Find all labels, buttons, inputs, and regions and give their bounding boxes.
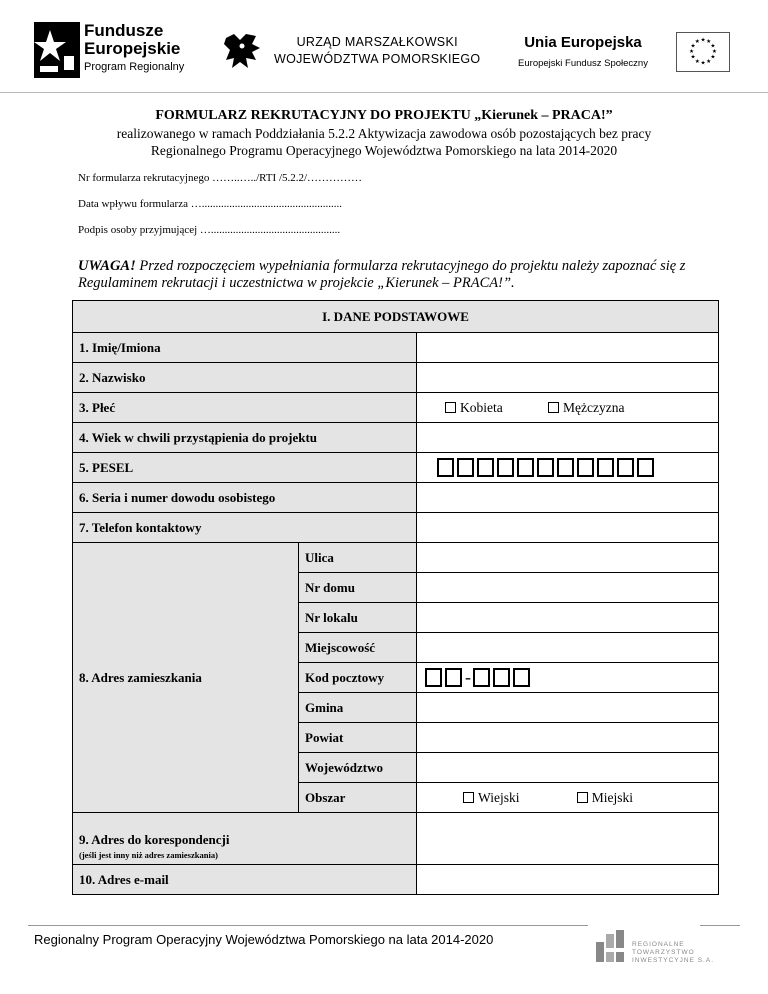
fe-line1: Fundusze bbox=[84, 21, 164, 40]
street-field[interactable] bbox=[417, 543, 719, 573]
ue-line1: Unia Europejska bbox=[524, 34, 642, 51]
svg-text:★: ★ bbox=[710, 43, 716, 50]
svg-text:★: ★ bbox=[689, 48, 695, 55]
town-label: Miejscowość bbox=[299, 633, 417, 663]
basic-data-table bbox=[72, 300, 719, 895]
email-field[interactable] bbox=[417, 865, 719, 895]
form-subtitle-line1: realizowanego w ramach Poddziałania 5.2.2 Aktywizacja zawodowa osób pozostających bez pracy bbox=[116, 126, 652, 141]
area-option-urban[interactable] bbox=[577, 790, 633, 806]
sex-options bbox=[417, 393, 719, 423]
pesel-digit-boxes[interactable] bbox=[437, 458, 657, 477]
table-row bbox=[73, 453, 719, 483]
rti-logo-text bbox=[632, 941, 714, 965]
age-field[interactable] bbox=[417, 423, 719, 453]
rti-line2: TOWARZYSTWO bbox=[632, 949, 695, 956]
address-label: 8. Adres zamieszkania bbox=[73, 543, 299, 813]
id-card-field[interactable] bbox=[417, 483, 719, 513]
um-line1: URZĄD MARSZAŁKOWSKI bbox=[296, 35, 458, 49]
svg-text:★: ★ bbox=[706, 38, 712, 45]
county-label: Powiat bbox=[299, 723, 417, 753]
svg-text:★: ★ bbox=[700, 37, 706, 44]
postal-code-boxes-2[interactable] bbox=[473, 668, 533, 687]
svg-text:★: ★ bbox=[710, 54, 716, 61]
sex-option-male-label: Mężczyzna bbox=[563, 399, 625, 415]
sex-option-female-label: Kobieta bbox=[460, 399, 503, 415]
receipt-date-line: Data wpływu formularza …................................................... bbox=[78, 198, 342, 210]
fe-line2: Europejskie bbox=[84, 39, 181, 58]
svg-text:★: ★ bbox=[690, 54, 696, 61]
postal-code-field[interactable] bbox=[417, 663, 719, 693]
footer-divider bbox=[28, 925, 588, 926]
postal-code-boxes[interactable] bbox=[425, 668, 465, 687]
correspondence-address-note: (jeśli jest inny niż adres zamieszkania) bbox=[79, 850, 218, 860]
email-label: 10. Adres e-mail bbox=[73, 865, 417, 895]
phone-label: 7. Telefon kontaktowy bbox=[73, 513, 417, 543]
form-subtitle-line2: Regionalnego Programu Operacyjnego Województwa Pomorskiego na lata 2014-2020 bbox=[150, 143, 618, 158]
warning-note bbox=[78, 258, 718, 292]
pesel-box[interactable] bbox=[597, 458, 614, 477]
correspondence-address-field[interactable] bbox=[417, 813, 719, 865]
checkbox-rural[interactable] bbox=[463, 792, 474, 803]
pesel-label: 5. PESEL bbox=[73, 453, 417, 483]
ue-line2: Europejski Fundusz Społeczny bbox=[518, 58, 648, 69]
table-row bbox=[73, 333, 719, 363]
age-label: 4. Wiek w chwili przystąpienia do projektu bbox=[73, 423, 417, 453]
svg-text:★: ★ bbox=[694, 58, 700, 65]
sex-label: 3. Płeć bbox=[73, 393, 417, 423]
voivodeship-label: Województwo bbox=[299, 753, 417, 783]
apartment-number-label: Nr lokalu bbox=[299, 603, 417, 633]
correspondence-address-title: 9. Adres do korespondencji bbox=[79, 832, 230, 847]
postal-box[interactable] bbox=[513, 668, 530, 687]
urzad-marszalkowski-text bbox=[274, 34, 480, 68]
town-field[interactable] bbox=[417, 633, 719, 663]
pesel-box[interactable] bbox=[637, 458, 654, 477]
svg-text:★: ★ bbox=[711, 48, 717, 55]
section-title: I. DANE PODSTAWOWE bbox=[73, 301, 719, 333]
checkbox-female[interactable] bbox=[445, 402, 456, 413]
header-divider bbox=[0, 92, 768, 93]
pomorskie-griffin-crest-icon bbox=[222, 30, 264, 72]
footer-program-text: Regionalny Program Operacyjny Województwa Pomorskiego na lata 2014-2020 bbox=[34, 932, 494, 947]
table-row bbox=[73, 423, 719, 453]
warning-text: Przed rozpoczęciem wypełniania formularza rekrutacyjnego do projektu należy zapoznać się z Regulaminem rekrutacji i uczestnictwa w projekcie „Kierunek – PRACA!”. bbox=[78, 258, 686, 291]
form-number-line: Nr formularza rekrutacyjnego ……..…../RTI /5.2.2/…………… bbox=[78, 172, 363, 184]
pesel-box[interactable] bbox=[617, 458, 634, 477]
fe-line3: Program Regionalny bbox=[84, 61, 185, 73]
pesel-box[interactable] bbox=[517, 458, 534, 477]
postal-code-label: Kod pocztowy bbox=[299, 663, 417, 693]
postal-box[interactable] bbox=[425, 668, 442, 687]
checkbox-male[interactable] bbox=[548, 402, 559, 413]
area-label: Obszar bbox=[299, 783, 417, 813]
svg-text:★: ★ bbox=[700, 60, 706, 67]
footer-divider-right bbox=[700, 925, 740, 926]
form-title: FORMULARZ REKRUTACYJNY DO PROJEKTU „Kierunek – PRACA!” bbox=[155, 108, 613, 123]
commune-field[interactable] bbox=[417, 693, 719, 723]
postal-box[interactable] bbox=[445, 668, 462, 687]
postal-code-dash: - bbox=[465, 667, 471, 687]
unia-europejska-text bbox=[510, 34, 656, 72]
apartment-number-field[interactable] bbox=[417, 603, 719, 633]
house-number-field[interactable] bbox=[417, 573, 719, 603]
pesel-box[interactable] bbox=[537, 458, 554, 477]
section-header-row bbox=[73, 301, 719, 333]
county-field[interactable] bbox=[417, 723, 719, 753]
last-name-field[interactable] bbox=[417, 363, 719, 393]
checkbox-urban[interactable] bbox=[577, 792, 588, 803]
page-header bbox=[0, 0, 768, 96]
phone-field[interactable] bbox=[417, 513, 719, 543]
pesel-box[interactable] bbox=[577, 458, 594, 477]
house-number-label: Nr domu bbox=[299, 573, 417, 603]
table-row bbox=[73, 513, 719, 543]
table-row bbox=[73, 813, 719, 865]
eu-flag-icon bbox=[676, 32, 730, 72]
pesel-box[interactable] bbox=[477, 458, 494, 477]
table-row bbox=[73, 393, 719, 423]
svg-text:★: ★ bbox=[690, 43, 696, 50]
postal-box[interactable] bbox=[473, 668, 490, 687]
area-option-rural-label: Wiejski bbox=[478, 789, 520, 805]
correspondence-address-label bbox=[73, 813, 417, 865]
table-row bbox=[73, 543, 719, 573]
area-options bbox=[417, 783, 719, 813]
rti-line3: INWESTYCYJNE S.A. bbox=[632, 957, 715, 964]
pesel-box[interactable] bbox=[457, 458, 474, 477]
area-option-rural[interactable] bbox=[463, 790, 519, 806]
postal-box[interactable] bbox=[493, 668, 510, 687]
first-name-label: 1. Imię/Imiona bbox=[73, 333, 417, 363]
pesel-box[interactable] bbox=[437, 458, 454, 477]
receiver-signature-line: Podpis osoby przyjmującej …............................................... bbox=[78, 224, 341, 236]
table-row bbox=[73, 483, 719, 513]
fundusze-europejskie-logo-text bbox=[84, 22, 184, 75]
area-option-urban-label: Miejski bbox=[591, 789, 633, 805]
pesel-box[interactable] bbox=[497, 458, 514, 477]
warning-label: UWAGA! bbox=[78, 258, 136, 274]
first-name-field[interactable] bbox=[417, 333, 719, 363]
pesel-box[interactable] bbox=[557, 458, 574, 477]
sex-option-female[interactable] bbox=[445, 400, 503, 416]
street-label: Ulica bbox=[299, 543, 417, 573]
id-card-label: 6. Seria i numer dowodu osobistego bbox=[73, 483, 417, 513]
fundusze-europejskie-star-icon bbox=[34, 22, 80, 78]
voivodeship-field[interactable] bbox=[417, 753, 719, 783]
svg-text:★: ★ bbox=[694, 38, 700, 45]
rti-line1: REGIONALNE bbox=[632, 941, 685, 948]
pesel-field[interactable] bbox=[417, 453, 719, 483]
commune-label: Gmina bbox=[299, 693, 417, 723]
um-line2: WOJEWÓDZTWA POMORSKIEGO bbox=[274, 52, 481, 66]
rti-logo-icon bbox=[594, 928, 628, 964]
svg-text:★: ★ bbox=[706, 58, 712, 65]
sex-option-male[interactable] bbox=[548, 400, 624, 416]
table-row bbox=[73, 363, 719, 393]
table-row bbox=[73, 865, 719, 895]
last-name-label: 2. Nazwisko bbox=[73, 363, 417, 393]
